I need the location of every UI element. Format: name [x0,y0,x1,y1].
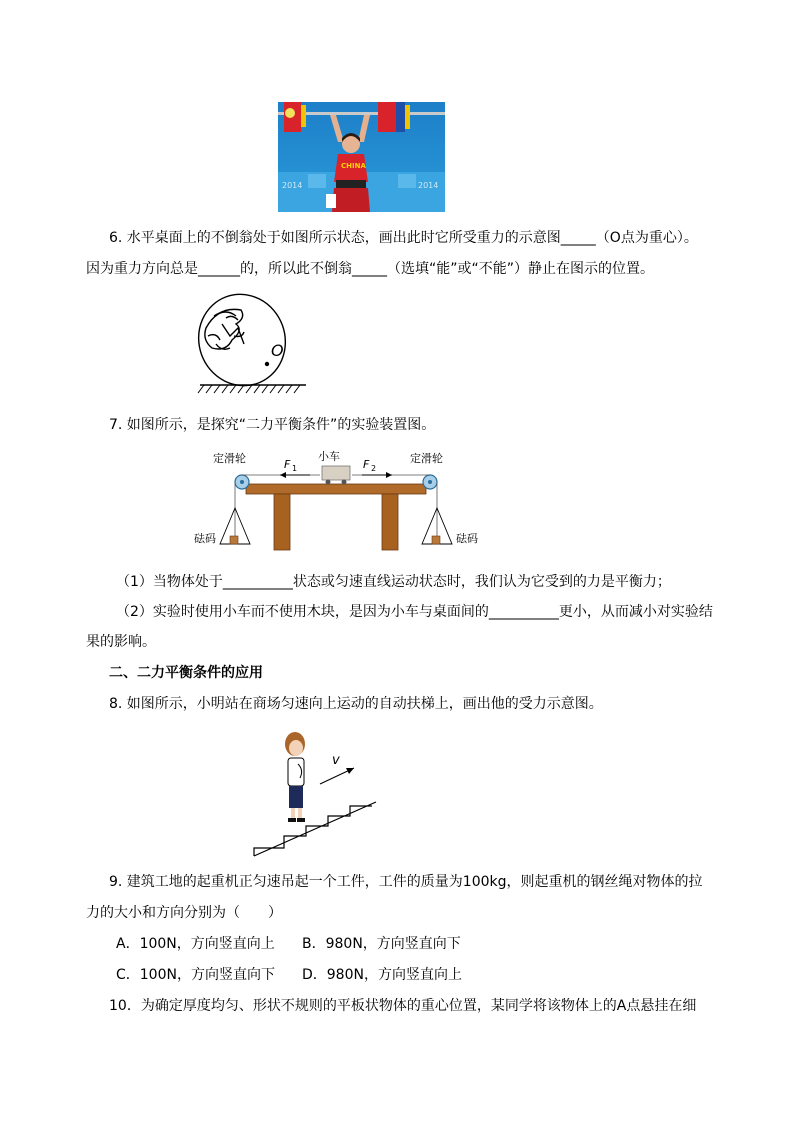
force-f2-subscript: 2 [371,464,377,473]
q8-line1: 8. 如图所示，小明站在商场匀速向上运动的自动扶梯上，画出他的受力示意图。 [109,696,603,712]
q7-sub2-line2: 果的影响。 [86,634,156,650]
force-f2-label: F [363,458,370,471]
pulley-right-label: 定滑轮 [410,452,443,465]
banner-text-left: 2014 [282,181,303,190]
weight-left-label: 砝码 [194,532,216,545]
weight-right-label: 砝码 [456,532,478,545]
force-f1-subscript: 1 [292,464,298,473]
section2-title: 二、二力平衡条件的应用 [109,665,263,681]
force-f1-label: F [284,458,291,471]
balance-apparatus-figure [194,446,490,556]
q9-option-d: D．980N，方向竖直向上 [302,967,462,983]
q9-option-a: A．100N，方向竖直向上 [116,936,275,952]
q9-line1: 9. 建筑工地的起重机正匀速吊起一个工件，工件的质量为100kg，则起重机的钢丝绳对物体的拉 [109,874,703,890]
q10-line1: 10．为确定厚度均匀、形状不规则的平板状物体的重心位置，某同学将该物体上的A点悬挂在细 [109,998,697,1014]
tumbler-figure [186,288,311,398]
q9-option-c: C．100N，方向竖直向下 [116,967,275,983]
q6-line1: 6. 水平桌面上的不倒翁处于如图所示状态，画出此时它所受重力的示意图_____（O点为重心）。 [109,230,698,246]
pulley-left-label: 定滑轮 [213,452,246,465]
q7-sub2-line1: （2）实验时使用小车而不使用木块，是因为小车与桌面间的__________更小，从而减小对实验结 [116,604,713,620]
cart-label: 小车 [318,450,340,463]
q7-line1: 7. 如图所示，是探究“二力平衡条件”的实验装置图。 [109,417,436,433]
q7-sub1: （1）当物体处于__________状态或匀速直线运动状态时，我们认为它受到的力是平衡力； [116,574,671,590]
q6-line2: 因为重力方向总是______的，所以此不倒翁_____（选填“能”或“不能”）静止在图示的位置。 [86,261,655,277]
escalator-figure [250,728,380,858]
velocity-label: v [332,753,340,768]
q9-line2: 力的大小和方向分别为（ ） [86,905,282,921]
q9-option-b: B．980N，方向竖直向下 [302,936,461,952]
center-of-gravity-dot [265,362,269,366]
banner-text-right: 2014 [418,181,439,190]
shirt-text: CHINA [341,162,366,170]
weightlifter-photo [278,102,445,212]
center-of-gravity-label: O [271,341,284,360]
